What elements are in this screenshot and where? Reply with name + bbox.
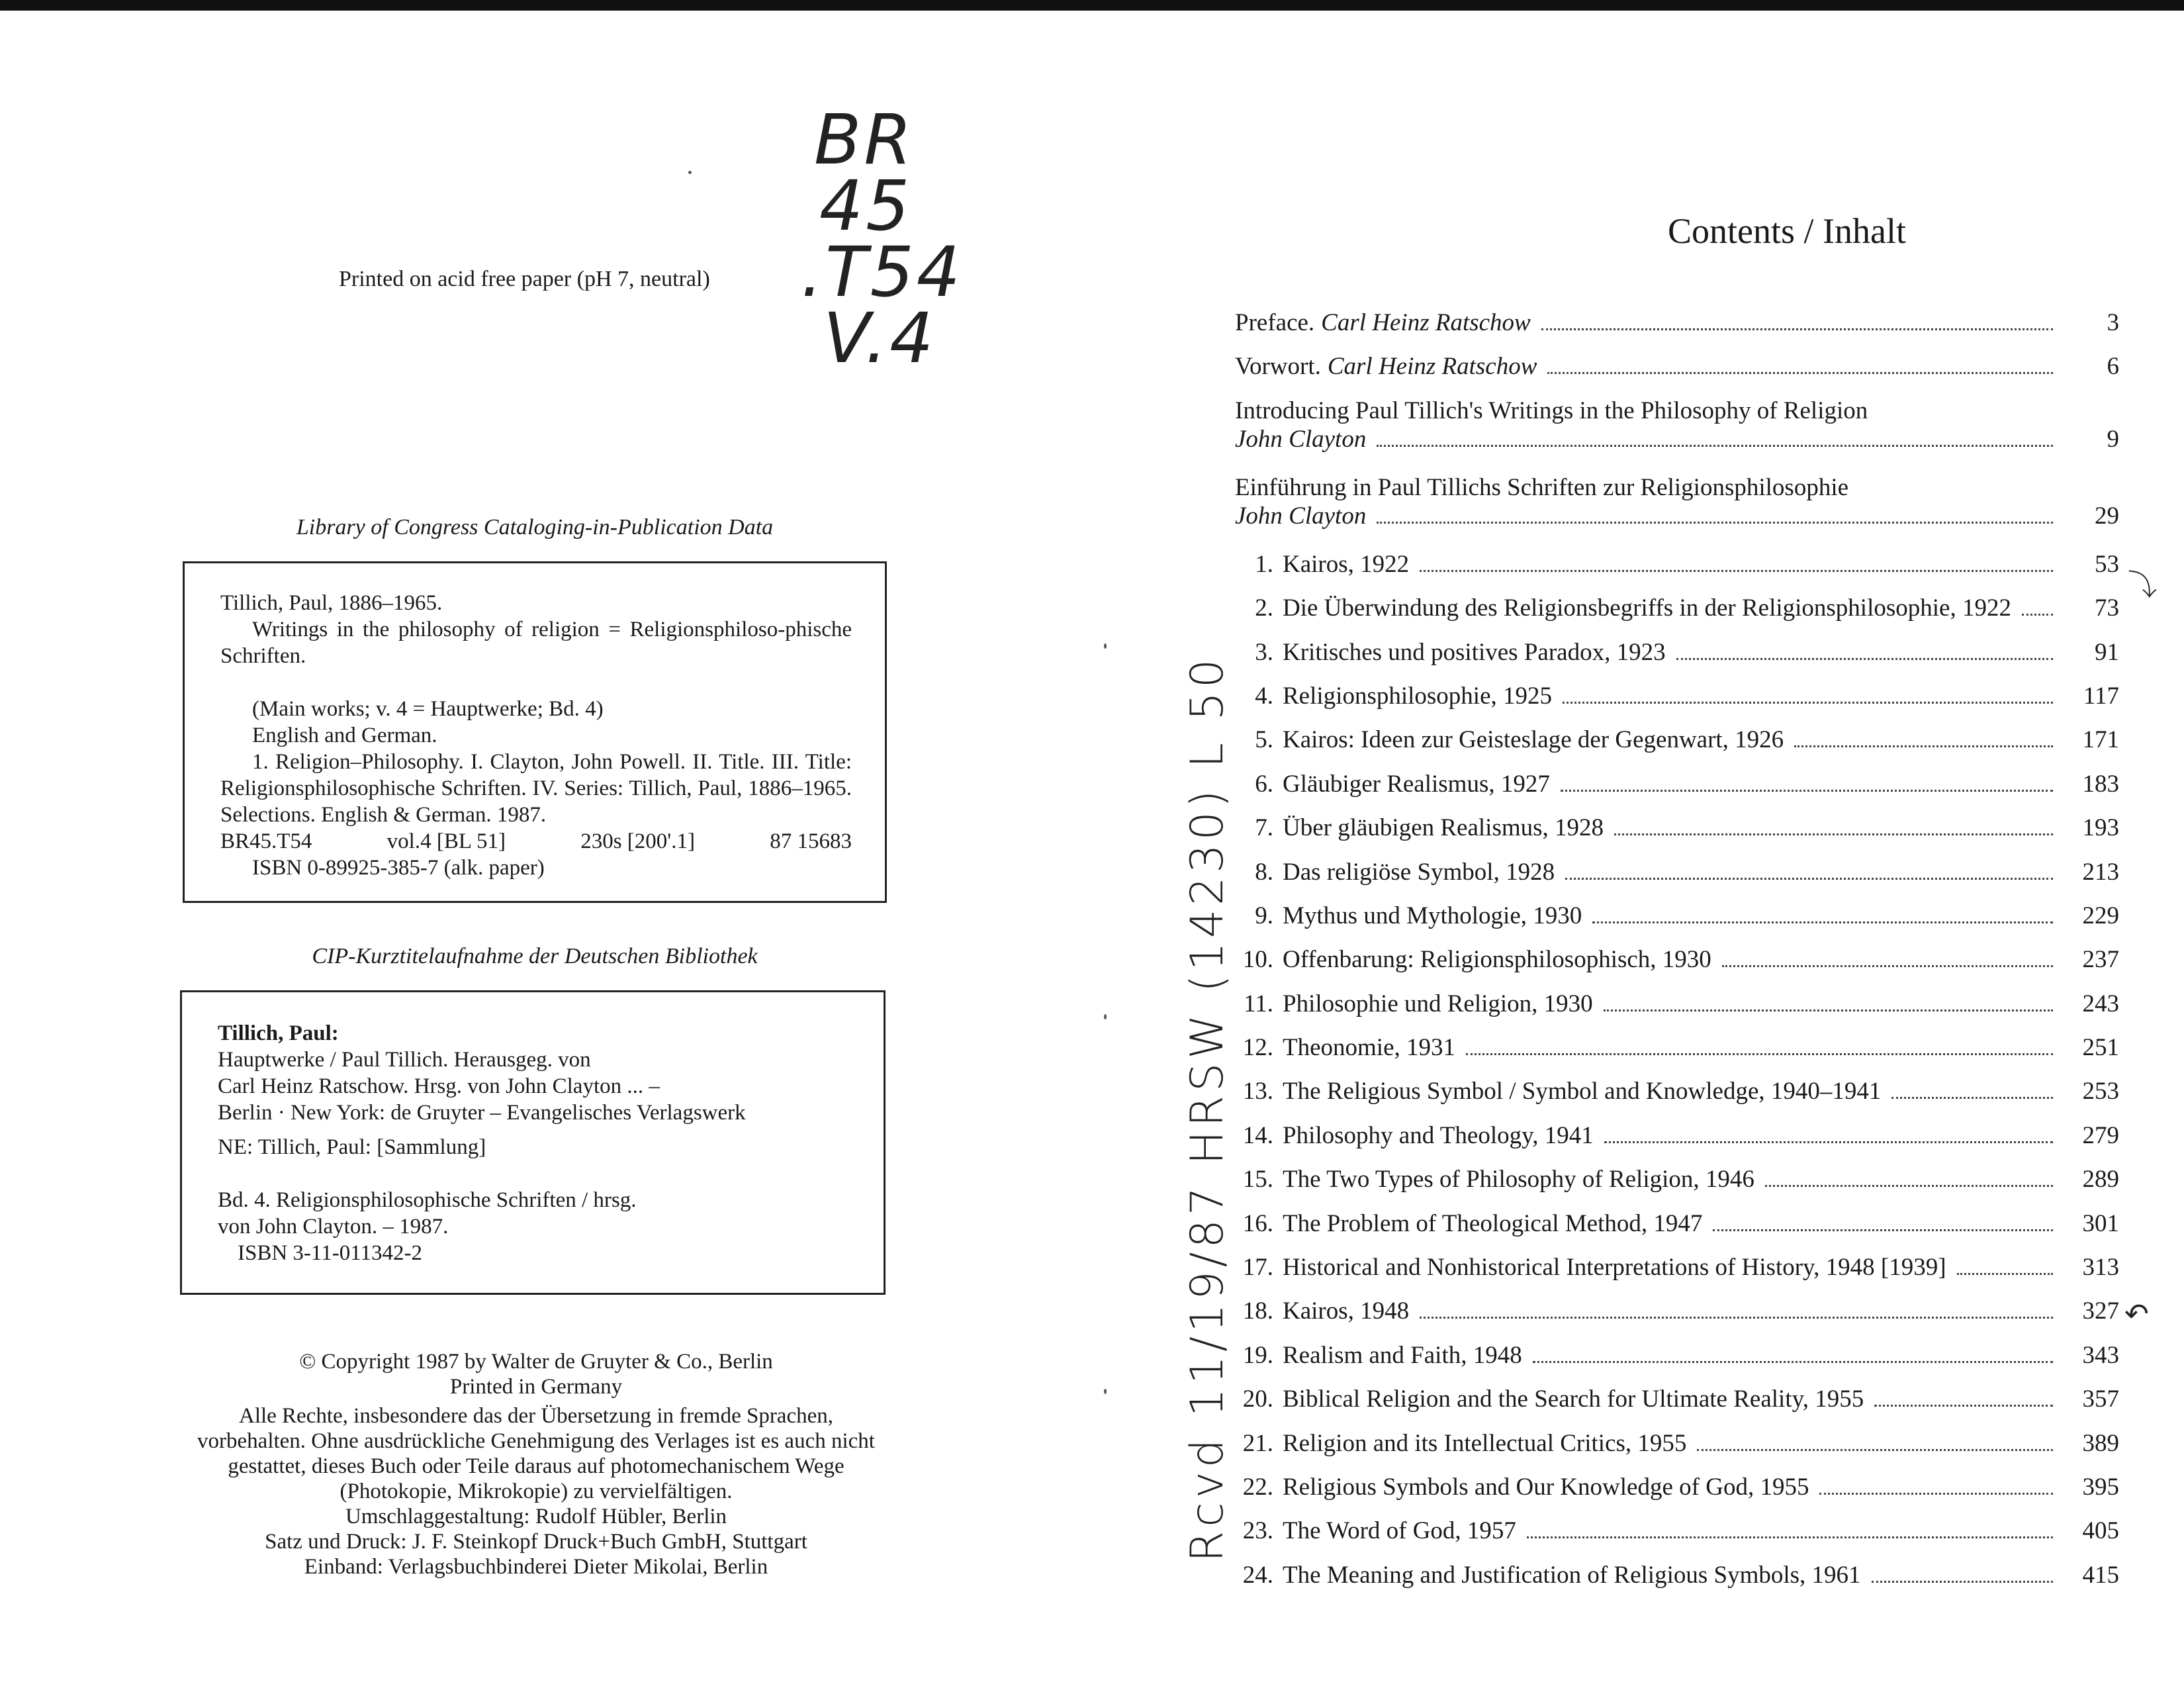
dot-leader [1765,1185,2053,1187]
toc-chapter-title: The Two Types of Philosophy of Religion, 1946 [1283,1166,1754,1194]
toc-chapter-number: 20. [1242,1385,1273,1413]
loc-subjects: 1. Religion–Philosophy. I. Clayton, John Powell. II. Title. III. Title: Religionsphilosophische Schriften. IV. Series: Tillich, Paul, 1886–1965. Selections. English & German. 1987. [220,750,852,827]
loc-classification-row [220,828,852,855]
loc-isbn: ISBN 0-89925-385-7 (alk. paper) [252,856,545,880]
toc-chapter-entry [1235,945,2119,989]
toc-chapter-page: 229 [2082,902,2119,929]
cip-isbn: ISBN 3-11-011342-2 [238,1241,422,1265]
toc-chapter-entry [1235,1077,2119,1121]
toc-chapter-number: 19. [1242,1341,1273,1369]
toc-entry [1235,352,2119,396]
loc-record-box [183,561,887,903]
toc-chapter-title: Religious Symbols and Our Knowledge of God, 1955 [1283,1473,1809,1501]
cip-line: Carl Heinz Ratschow. Hrsg. von John Clayton ... – [218,1074,660,1098]
call-number-line: .T54 [801,232,963,312]
toc-chapter-number: 22. [1242,1473,1273,1501]
toc-chapter-number: 1. [1255,550,1273,578]
toc-entry-title: Introducing Paul Tillich's Writings in the Philosophy of Religion [1235,397,1868,424]
dot-leader [1604,1141,2053,1143]
dot-leader [1872,1581,2053,1583]
scan-speck [1104,643,1107,649]
toc-entry [1235,473,2119,550]
toc-chapter-entry [1235,1121,2119,1165]
dot-leader [1697,1449,2053,1451]
loc-author: Tillich, Paul, 1886–1965. [220,591,443,615]
call-number-line: 45 [819,165,913,246]
toc-entry-page: 3 [2107,309,2119,336]
toc-chapter-title: Mythus und Mythologie, 1930 [1283,902,1582,929]
toc-chapter-title: Religion and its Intellectual Critics, 1955 [1283,1429,1687,1457]
toc-chapter-title: Theonomie, 1931 [1283,1034,1456,1062]
dot-leader [1541,328,2053,330]
toc-chapter-page: 327 [2082,1297,2119,1325]
handwritten-call-number [801,99,973,391]
handwritten-arrow-icon: ⤵ [2128,569,2157,602]
toc-chapter-entry [1235,858,2119,902]
toc-chapter-page: 213 [2082,858,2119,886]
dot-leader [1466,1053,2053,1055]
toc-chapter-entry [1235,1473,2119,1517]
toc-chapter-title: Kairos: Ideen zur Geisteslage der Gegenwart, 1926 [1283,726,1784,754]
toc-chapter-entry [1235,814,2119,857]
toc-chapter-entry [1235,902,2119,945]
cip-record-box [180,990,886,1295]
toc-chapter-number: 7. [1255,814,1273,842]
copyright-line: vorbehalten. Ohne ausdrückliche Genehmigung des Verlages ist es auch nicht [197,1429,875,1453]
toc-chapter-entry [1235,638,2119,682]
toc-chapter-entry [1235,1561,2119,1605]
call-number-line: V.4 [823,298,936,379]
cip-line: Berlin · New York: de Gruyter – Evangelisches Verlagswerk [218,1101,746,1125]
handwritten-arrow-icon: ↶ [2124,1297,2149,1331]
toc-chapter-entry [1235,1429,2119,1473]
copyright-line: Umschlaggestaltung: Rudolf Hübler, Berlin [345,1505,727,1528]
loc-heading: Library of Congress Cataloging-in-Publication Data [296,515,774,539]
toc-chapter-page: 279 [2082,1121,2119,1149]
toc-chapter-entry [1235,594,2119,637]
call-number-line: BR [814,99,915,180]
loc-class-no: BR45.T54 [220,829,312,853]
toc-chapter-page: 343 [2082,1341,2119,1369]
dot-leader [1377,522,2053,524]
toc-chapter-entry [1235,1517,2119,1560]
toc-title: Contents / Inhalt [1668,211,1906,251]
dot-leader [1722,965,2053,967]
loc-series: (Main works; v. 4 = Hauptwerke; Bd. 4) [252,697,604,721]
dot-leader [1794,745,2053,747]
toc-entry-page: 29 [2095,502,2119,530]
toc-chapter-page: 193 [2082,814,2119,842]
toc-chapter-title: The Word of God, 1957 [1283,1517,1516,1545]
toc-chapter-number: 6. [1255,770,1273,798]
toc-chapter-page: 415 [2082,1561,2119,1589]
table-of-contents [1235,308,2119,1605]
toc-chapter-number: 9. [1255,902,1273,929]
toc-entry [1235,397,2119,473]
copyright-line: gestattet, dieses Buch oder Teile daraus auf photomechanischem Wege [228,1454,844,1478]
toc-chapter-page: 313 [2082,1254,2119,1282]
dot-leader [1527,1536,2053,1538]
copyright-line: Alle Rechte, insbesondere das der Übersetzung in fremde Sprachen, [238,1404,833,1428]
toc-chapter-number: 12. [1242,1034,1273,1062]
toc-chapter-page: 253 [2082,1078,2119,1105]
toc-entry-author: John Clayton [1235,502,1367,530]
toc-chapter-number: 14. [1242,1121,1273,1149]
toc-chapter-number: 15. [1242,1166,1273,1194]
toc-chapter-number: 21. [1242,1429,1273,1457]
copyright-line: Printed in Germany [449,1375,623,1399]
toc-chapter-number: 24. [1242,1561,1273,1589]
toc-chapter-title: Gläubiger Realismus, 1927 [1283,770,1550,798]
toc-chapter-page: 237 [2082,946,2119,974]
dot-leader [1533,1361,2053,1363]
scan-top-edge [0,0,2184,11]
cip-heading: CIP-Kurztitelaufnahme der Deutschen Bibliothek [312,944,758,968]
toc-chapter-page: 53 [2095,550,2119,578]
handwritten-received-note: Rcvd 11/19/87 HRSW (14230) L 50 [1181,655,1234,1562]
toc-chapter-title: Philosophie und Religion, 1930 [1283,990,1593,1017]
toc-chapter-page: 395 [2082,1473,2119,1501]
toc-chapter-title: Kairos, 1948 [1283,1297,1410,1325]
dot-leader [1614,833,2053,835]
loc-title: Writings in the philosophy of religion = Religionsphiloso-phische Schriften. [220,618,852,668]
toc-chapter-number: 3. [1255,638,1273,666]
toc-chapter-number: 16. [1242,1209,1273,1237]
toc-chapter-title: The Religious Symbol / Symbol and Knowledge, 1940–1941 [1283,1078,1882,1105]
cip-author: Tillich, Paul: [218,1021,339,1045]
dot-leader [1713,1229,2053,1231]
toc-chapter-entry [1235,1297,2119,1340]
cip-ne: NE: Tillich, Paul: [Sammlung] [218,1135,486,1159]
dot-leader [1604,1009,2053,1011]
toc-chapter-entry [1235,726,2119,769]
toc-chapter-page: 73 [2095,594,2119,622]
toc-chapter-title: Biblical Religion and the Search for Ultimate Reality, 1955 [1283,1385,1864,1413]
toc-chapter-page: 389 [2082,1429,2119,1457]
toc-chapter-title: Kritisches und positives Paradox, 1923 [1283,638,1666,666]
toc-chapter-title: Kairos, 1922 [1283,550,1410,578]
toc-chapter-number: 5. [1255,726,1273,754]
dot-leader [1563,702,2053,704]
dot-leader [1547,372,2053,374]
toc-chapter-title: Die Überwindung des Religionsbegriffs in der Religionsphilosophie, 1922 [1283,594,2011,622]
loc-lccn: 87 15683 [770,829,852,853]
toc-chapter-entry [1235,682,2119,726]
toc-chapter-entry [1235,1033,2119,1077]
loc-language: English and German. [252,724,437,747]
scan-speck [1104,1014,1107,1019]
loc-volume: vol.4 [BL 51] [387,829,506,853]
toc-chapter-entry [1235,1209,2119,1253]
toc-chapter-title: Offenbarung: Religionsphilosophisch, 1930 [1283,946,1711,974]
toc-chapter-title: The Problem of Theological Method, 1947 [1283,1209,1703,1237]
copyright-line: Einband: Verlagsbuchbinderei Dieter Mikolai, Berlin [304,1555,768,1579]
toc-chapter-page: 117 [2083,682,2119,710]
dot-leader [1420,1317,2053,1319]
acid-free-note: Printed on acid free paper (pH 7, neutral) [339,267,710,291]
toc-entry-author: Carl Heinz Ratschow [1327,353,1537,381]
toc-entry-author: Carl Heinz Ratschow [1321,309,1531,336]
toc-chapter-entry [1235,550,2119,594]
toc-chapter-entry [1235,1253,2119,1297]
toc-chapter-number: 23. [1242,1517,1273,1545]
toc-entry-page: 6 [2107,353,2119,381]
toc-chapter-entry [1235,1385,2119,1429]
toc-entry [1235,308,2119,352]
toc-chapter-number: 17. [1242,1254,1273,1282]
dot-leader [1377,445,2053,447]
toc-chapter-number: 11. [1244,990,1273,1017]
loc-dewey: 230s [200'.1] [580,829,695,853]
dot-leader [1676,658,2053,660]
dot-leader [1874,1405,2053,1407]
scan-speck [688,171,692,174]
toc-chapter-number: 8. [1255,858,1273,886]
toc-chapter-page: 301 [2082,1209,2119,1237]
toc-chapter-page: 171 [2082,726,2119,754]
dot-leader [1819,1493,2053,1495]
toc-chapter-title: Über gläubigen Realismus, 1928 [1283,814,1604,842]
toc-chapter-page: 405 [2082,1517,2119,1545]
dot-leader [1420,570,2053,572]
toc-chapter-page: 183 [2082,770,2119,798]
toc-chapter-entry [1235,1165,2119,1209]
toc-chapter-title: Philosophy and Theology, 1941 [1283,1121,1594,1149]
toc-chapter-entry [1235,990,2119,1033]
scan-speck [1104,1389,1107,1394]
toc-entry-page: 9 [2107,425,2119,453]
copyright-line: (Photokopie, Mikrokopie) zu vervielfältigen. [340,1479,733,1503]
toc-entry-author: John Clayton [1235,425,1367,453]
toc-chapter-title: Realism and Faith, 1948 [1283,1341,1522,1369]
dot-leader [1592,921,2053,923]
toc-chapter-page: 251 [2082,1034,2119,1062]
toc-chapter-number: 13. [1242,1078,1273,1105]
toc-chapter-title: Das religiöse Symbol, 1928 [1283,858,1555,886]
toc-chapter-title: The Meaning and Justification of Religious Symbols, 1961 [1283,1561,1861,1589]
chapter-list [1235,550,2119,1605]
toc-chapter-number: 10. [1242,946,1273,974]
cip-line: von John Clayton. – 1987. [218,1215,449,1239]
toc-chapter-number: 2. [1255,594,1273,622]
copyright-line: Satz und Druck: J. F. Steinkopf Druck+Buch GmbH, Stuttgart [265,1530,807,1554]
cip-line: Hauptwerke / Paul Tillich. Herausgeg. von [218,1048,591,1072]
dot-leader [2022,614,2053,616]
toc-entry-author-line [1235,502,2119,530]
toc-entry-title: Einführung in Paul Tillichs Schriften zur Religionsphilosophie [1235,473,1849,501]
copyright-line: © Copyright 1987 by Walter de Gruyter & Co., Berlin [299,1350,773,1374]
cip-line: Bd. 4. Religionsphilosophische Schriften / hrsg. [218,1188,637,1212]
dot-leader [1561,790,2053,792]
dot-leader [1891,1097,2053,1099]
toc-chapter-number: 18. [1242,1297,1273,1325]
toc-chapter-page: 91 [2095,638,2119,666]
toc-chapter-entry [1235,1341,2119,1385]
dot-leader [1957,1273,2053,1275]
toc-chapter-title: Religionsphilosophie, 1925 [1283,682,1552,710]
toc-chapter-page: 243 [2082,990,2119,1017]
toc-chapter-page: 357 [2082,1385,2119,1413]
copyright-block [146,1349,927,1579]
toc-chapter-number: 4. [1255,682,1273,710]
toc-entry-title: Preface. [1235,309,1315,336]
dot-leader [1565,878,2053,880]
toc-entry-author-line [1235,425,2119,453]
toc-entry-title: Vorwort. [1235,353,1321,381]
toc-chapter-page: 289 [2082,1166,2119,1194]
toc-chapter-title: Historical and Nonhistorical Interpretations of History, 1948 [1939] [1283,1254,1946,1282]
toc-chapter-entry [1235,770,2119,814]
